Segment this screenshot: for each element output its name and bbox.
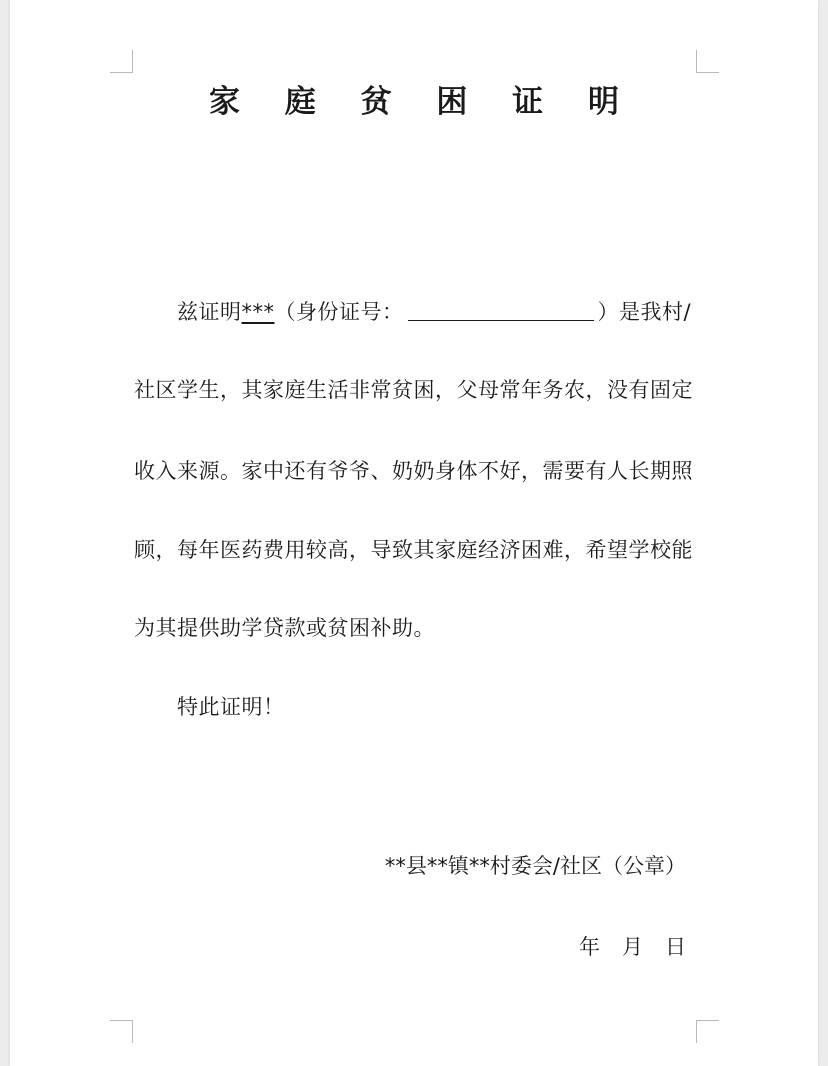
signature-organization: **县**镇**村委会/社区（公章） bbox=[384, 854, 686, 878]
body-line-3: 收入来源。家中还有爷爷、奶奶身体不好，需要有人长期照 bbox=[134, 459, 693, 483]
margin-mark-top-right bbox=[696, 50, 719, 73]
body-line-1 bbox=[177, 297, 691, 327]
body-line-2: 社区学生，其家庭生活非常贫困，父母常年务农，没有固定 bbox=[134, 378, 693, 402]
body-line-1-suffix: ）是我村/ bbox=[597, 300, 692, 324]
id-number-blank bbox=[408, 298, 594, 321]
student-name-placeholder: *** bbox=[241, 300, 275, 324]
document-page bbox=[10, 0, 818, 1066]
body-line-4: 顾，每年医药费用较高，导致其家庭经济困难，希望学校能 bbox=[134, 538, 693, 562]
body-line-5: 为其提供助学贷款或贫困补助。 bbox=[134, 616, 435, 640]
body-line-1-prefix: 兹证明 bbox=[177, 300, 242, 324]
id-number-label: （身份证号： bbox=[274, 300, 404, 324]
document-title: 家 庭 贫 困 证 明 bbox=[209, 84, 636, 120]
margin-mark-bottom-right bbox=[696, 1020, 719, 1043]
date-line bbox=[579, 932, 686, 962]
date-month: 月 bbox=[622, 935, 643, 959]
date-year: 年 bbox=[579, 935, 600, 959]
date-day: 日 bbox=[665, 935, 686, 959]
margin-mark-top-left bbox=[110, 50, 133, 73]
closing-statement: 特此证明！ bbox=[177, 695, 285, 719]
margin-mark-bottom-left bbox=[110, 1020, 133, 1043]
